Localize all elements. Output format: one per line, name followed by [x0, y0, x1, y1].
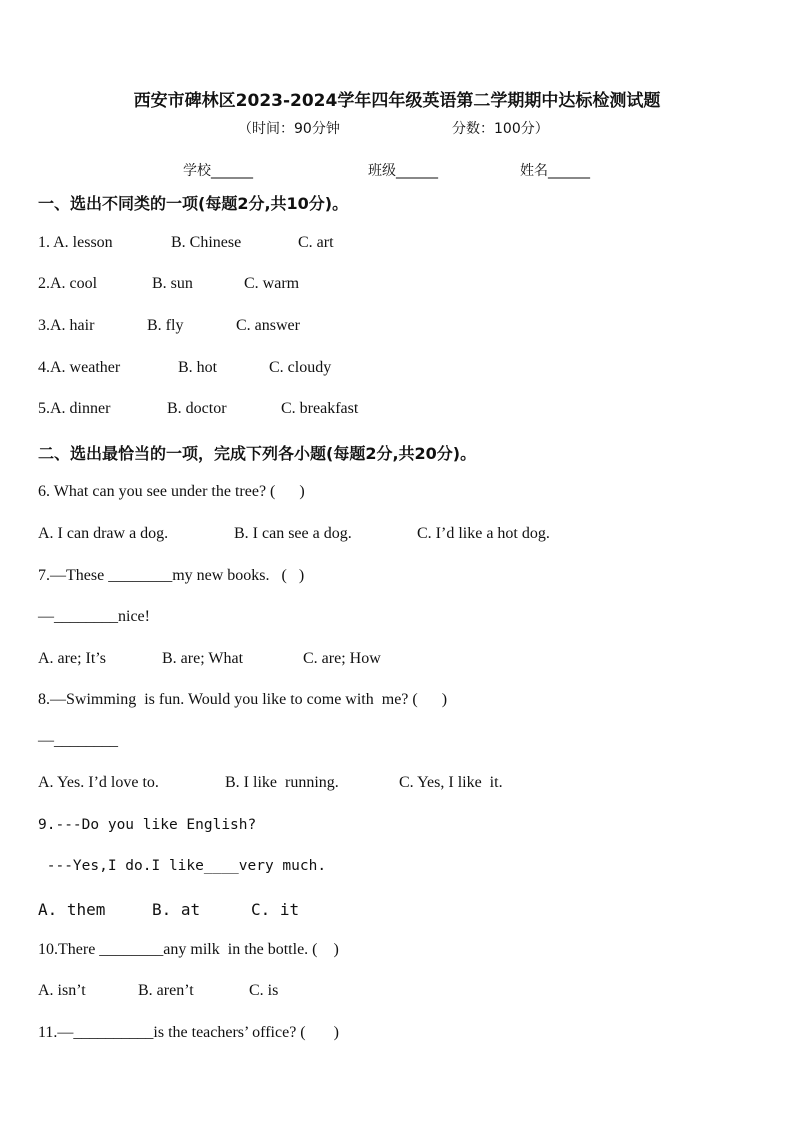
- section2-heading: 二、选出最恰当的一项，完成下列各小题(每题2分,共20分)。: [38, 444, 477, 463]
- section1-heading: 一、选出不同类的一项(每题2分,共10分)。: [38, 194, 349, 213]
- question-3: [38, 317, 300, 339]
- question-9-options: [38, 900, 300, 922]
- option-a: 1. A. lesson: [38, 234, 113, 251]
- option-b: B. fly: [147, 317, 184, 334]
- option-b: B. at: [152, 900, 201, 919]
- question-8-reply: —________: [38, 732, 118, 749]
- exam-score: 分数：100分）: [452, 121, 549, 137]
- option-c: C. it: [251, 900, 300, 919]
- option-a: A. isn’t: [38, 982, 86, 999]
- option-c: C. cloudy: [269, 359, 332, 376]
- option-a: A. Yes. I’d love to.: [38, 774, 159, 791]
- option-b: B. sun: [152, 275, 193, 292]
- option-b: B. doctor: [167, 400, 227, 417]
- exam-time: （时间：90分钟: [238, 121, 340, 137]
- question-1: [38, 234, 334, 256]
- option-c: C. I’d like a hot dog.: [417, 525, 550, 542]
- option-a: A. them: [38, 900, 106, 919]
- option-b: B. Chinese: [171, 234, 242, 251]
- question-11-stem: 11.—__________is the teachers’ office? ( ): [38, 1024, 339, 1041]
- question-10-options: [38, 982, 279, 1004]
- option-c: C. are; How: [303, 650, 381, 667]
- option-c: C. is: [249, 982, 279, 999]
- question-6-options: [38, 525, 550, 547]
- question-7-reply: —________nice!: [38, 608, 150, 625]
- option-b: B. hot: [178, 359, 218, 376]
- option-b: B. I can see a dog.: [234, 525, 352, 542]
- question-8-options: [38, 774, 503, 796]
- option-c: C. answer: [236, 317, 300, 334]
- page-title: 西安市碑林区2023-2024学年四年级英语第二学期期中达标检测试题: [133, 91, 661, 111]
- option-c: C. breakfast: [281, 400, 359, 417]
- option-a: A. I can draw a dog.: [38, 525, 169, 542]
- option-b: B. aren’t: [138, 982, 194, 999]
- option-c: C. Yes, I like it.: [399, 774, 503, 791]
- school-field: 学校______: [183, 163, 253, 179]
- question-7-stem: 7.—These ________my new books. ( ): [38, 567, 305, 584]
- option-c: C. art: [298, 234, 334, 251]
- question-4: [38, 359, 332, 381]
- option-a: A. are; It’s: [38, 650, 106, 667]
- question-5: [38, 400, 359, 422]
- question-9-reply: ---Yes,I do.I like____very much.: [38, 858, 327, 874]
- option-b: B. I like running.: [225, 774, 339, 791]
- question-7-options: [38, 650, 381, 672]
- option-a: 4.A. weather: [38, 359, 121, 376]
- question-9-stem: 9.---Do you like English?: [38, 817, 257, 833]
- question-8-stem: 8.—Swimming is fun. Would you like to come with me? ( ): [38, 691, 448, 708]
- class-field: 班级______: [368, 163, 438, 179]
- question-6-stem: 6. What can you see under the tree? ( ): [38, 483, 305, 500]
- name-field: 姓名______: [520, 163, 590, 179]
- option-a: 3.A. hair: [38, 317, 95, 334]
- question-2: [38, 275, 300, 297]
- option-b: B. are; What: [162, 650, 244, 667]
- option-a: 2.A. cool: [38, 275, 98, 292]
- question-10-stem: 10.There ________any milk in the bottle. ( ): [38, 941, 339, 958]
- option-c: C. warm: [244, 275, 300, 292]
- option-a: 5.A. dinner: [38, 400, 111, 417]
